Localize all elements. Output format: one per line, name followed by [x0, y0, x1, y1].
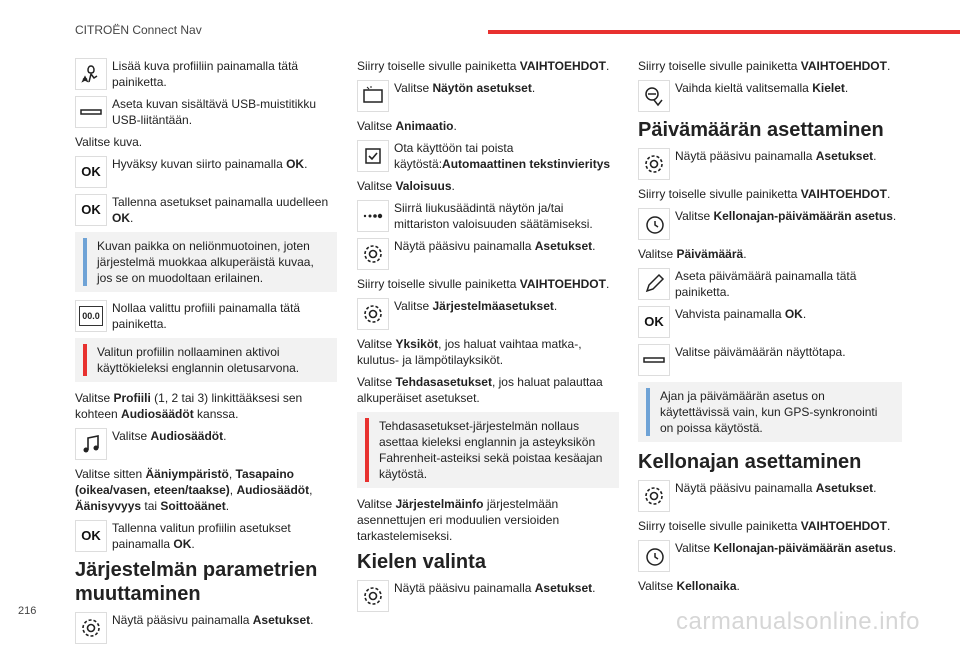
section-heading: Päivämäärän asettaminen: [638, 119, 884, 141]
row-clock-time: Valitse Kellonajan-päivämäärän asetus.: [638, 540, 902, 572]
gear-icon[interactable]: [638, 480, 670, 512]
column-1: Lisää kuva profiiliin painamalla tätä painiketta. Aseta kuvan sisältävä USB-muistitikku USB-liitäntään. Valitse kuva. OK Hyväksy kuvan siirto painamalla OK. OK Tallenna asetukset painamalla uudelleen OK. Kuvan paikka on neliönmuotoinen, joten järjestelmä muokkaa alkuperäistä kuvaa, jos se on muodoltaan erilainen. 00.0 Nollaa valittu profiili painamalla tätä painiketta. Valitun profiilin nollaaminen aktivoi käyttökieleksi englannin oletusarvona. Valitse Profiili (1, 2 tai 3) linkittääksesi sen kohteen Audiosäädöt kanssa. Valitse Audiosäädöt. Valitse sitten Ääniympäristö, Tasapaino (oikea/vasen, eteen/taakse), Audiosäädöt, Äänisyvyys tai Soittoäänet. OK Tallenna valitun profiilin asetukset painamalla OK. Järjestelmän parametrien muuttaminen Näytä pääsivu painamalla Asetukset.: [75, 58, 337, 650]
display-icon[interactable]: [357, 80, 389, 112]
page-number: 216: [18, 605, 37, 617]
reset-profile-icon[interactable]: 00.0: [75, 300, 107, 332]
row-ok-2: OK Tallenna asetukset painamalla uudelleen OK.: [75, 194, 337, 226]
text: Nollaa valittu profiili painamalla tätä painiketta.: [112, 301, 301, 331]
row-animation: Ota käyttöön tai poista käytöstä:Automaattinen tekstinvieritys: [357, 140, 619, 172]
row-ok-1: OK Hyväksy kuvan siirto painamalla OK.: [75, 156, 337, 188]
warning-note: Tehdasasetukset-järjestelmän nollaus asettaa kieleksi englannin ja asteyksikön Fahrenheit-asteiksi sekä poistaa kesäajan käytöstä.: [357, 412, 619, 488]
column-2: Siirry toiselle sivulle painiketta VAIHTOEHDOT. Valitse Näytön asetukset. Valitse Animaatio. Ota käyttöön tai poista käytöstä:Automaattinen tekstinvieritys Valitse Valoisuus. Siirrä liukusäädintä näytön ja/tai mittariston valoisuuden säätämiseksi. Näytä pääsivu painamalla Asetukset. Siirry toiselle sivulle painiketta VAIHTOEHDOT. Valitse Järjestelmäasetukset. Valitse Yksiköt, jos haluat vaihtaa matka-, kulutus- ja lämpötilayksiköt. Valitse Tehdasasetukset, jos haluat palauttaa alkuperäiset asetukset. Tehdasasetukset-järjestelmän nollaus asettaa kieleksi englannin ja asteyksikön Fahrenheit-asteiksi sekä poistaa kesäajan käytöstä. Valitse Järjestelmäinfo järjestelmään asennettujen eri moduulien versioiden tarkastelemiseksi. Kielen valinta Näytä pääsivu painamalla Asetukset.: [357, 58, 619, 618]
clock-icon[interactable]: [638, 540, 670, 572]
info-bar-icon: [646, 388, 650, 436]
text: Valitse kuva.: [75, 135, 143, 149]
ok-button[interactable]: OK: [638, 306, 670, 338]
ok-button[interactable]: OK: [75, 156, 107, 188]
add-photo-icon: [75, 58, 107, 90]
row-pencil: [638, 268, 902, 300]
warning-bar-icon: [83, 344, 87, 376]
warning-bar-icon: [365, 418, 369, 482]
watermark: carmanualsonline.info: [676, 608, 920, 635]
row-brightness: [357, 200, 619, 232]
language-icon[interactable]: [638, 80, 670, 112]
row-system: Valitse Järjestelmäasetukset.: [357, 298, 619, 330]
row-reset: [75, 300, 337, 332]
row-ok-3: OK Tallenna valitun profiilin asetukset painamalla OK.: [75, 520, 337, 552]
row-language: Vaihda kieltä valitsemalla Kielet.: [638, 80, 902, 112]
info-note: Kuvan paikka on neliönmuotoinen, joten järjestelmä muokkaa alkuperäistä kuvaa, jos se on muodoltaan erilainen.: [75, 232, 337, 292]
section-heading: Kielen valinta: [357, 551, 486, 573]
date-format-icon[interactable]: [638, 344, 670, 376]
slider-icon[interactable]: [357, 200, 389, 232]
row-ok: OK Vahvista painamalla OK.: [638, 306, 902, 338]
row-settings: Näytä pääsivu painamalla Asetukset.: [75, 612, 337, 644]
row-settings: Näytä pääsivu painamalla Asetukset.: [357, 580, 619, 612]
ok-button[interactable]: OK: [75, 194, 107, 226]
text: Aseta kuvan sisältävä USB-muistitikku USB-liitäntään.: [112, 97, 317, 127]
text: Siirrä liukusäädintä näytön ja/tai mittariston valoisuuden säätämiseksi.: [394, 201, 593, 231]
text: Aseta päivämäärä painamalla tätä painiketta.: [675, 269, 857, 299]
ok-button[interactable]: OK: [75, 520, 107, 552]
row-format: [638, 344, 902, 376]
header-accent-bar: [488, 30, 960, 34]
gear-icon[interactable]: [357, 238, 389, 270]
info-bar-icon: [83, 238, 87, 286]
checkbox-icon[interactable]: [357, 140, 389, 172]
text: Valitse päivämäärän näyttötapa.: [675, 345, 846, 359]
row-usb: [75, 96, 337, 128]
row-display: Valitse Näytön asetukset.: [357, 80, 619, 112]
row-audio: Valitse Audiosäädöt.: [75, 428, 337, 460]
music-note-icon[interactable]: [75, 428, 107, 460]
gear-icon[interactable]: [357, 580, 389, 612]
gear-icon[interactable]: [638, 148, 670, 180]
gear-icon[interactable]: [75, 612, 107, 644]
row-settings: Näytä pääsivu painamalla Asetukset.: [357, 238, 619, 270]
column-3: Siirry toiselle sivulle painiketta VAIHTOEHDOT. Vaihda kieltä valitsemalla Kielet. Päivämäärän asettaminen Näytä pääsivu painamalla Asetukset. Siirry toiselle sivulle painiketta VAIHTOEHDOT. Valitse Kellonajan-päivämäärän asetus. Valitse Päivämäärä. Aseta päivämäärä painamalla tätä painiketta. OK Vahvista painamalla OK. Valitse päivämäärän näyttötapa. Ajan ja päivämäärän asetus on käytettävissä vain, kun GPS-synkronointi on poissa käytöstä. Kellonajan asettaminen Näytä pääsivu painamalla Asetukset. Siirry toiselle sivulle painiketta VAIHTOEHDOT. Valitse Kellonajan-päivämäärän asetus. Valitse Kellonaika.: [638, 58, 902, 600]
info-note: Ajan ja päivämäärän asetus on käytettävissä vain, kun GPS-synkronointi on poissa käytöstä.: [638, 382, 902, 442]
row-settings: Näytä pääsivu painamalla Asetukset.: [638, 480, 902, 512]
pencil-icon[interactable]: [638, 268, 670, 300]
row-settings: Näytä pääsivu painamalla Asetukset.: [638, 148, 902, 180]
clock-icon[interactable]: [638, 208, 670, 240]
row-clock-date: Valitse Kellonajan-päivämäärän asetus.: [638, 208, 902, 240]
warning-note: Valitun profiilin nollaaminen aktivoi käyttökieleksi englannin oletusarvona.: [75, 338, 337, 382]
text: Lisää kuva profiiliin painamalla tätä painiketta.: [112, 59, 299, 89]
gear-icon[interactable]: [357, 298, 389, 330]
section-heading: Kellonajan asettaminen: [638, 451, 862, 473]
header-title: CITROËN Connect Nav: [75, 23, 202, 37]
section-heading: Järjestelmän parametrien muuttaminen: [75, 559, 318, 605]
usb-slot-icon: [75, 96, 107, 128]
row-add-photo: [75, 58, 337, 90]
